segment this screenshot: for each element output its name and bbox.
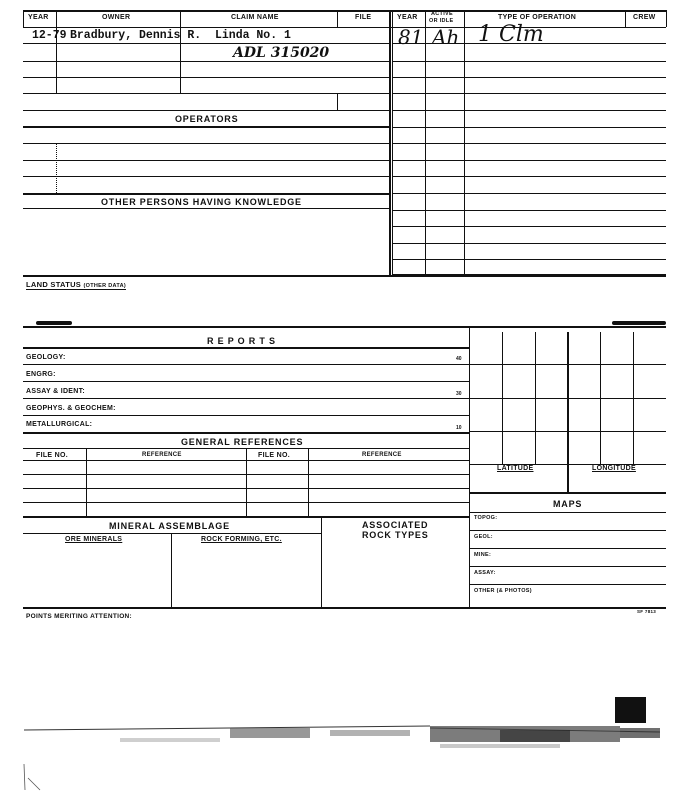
reference-file-no-2: FILE NO. — [258, 452, 290, 459]
header-year: YEAR — [28, 14, 49, 21]
report-number-10: 10 — [456, 425, 462, 431]
report-geology: GEOLOGY: — [26, 354, 66, 361]
header-claim-name: CLAIM NAME — [231, 14, 279, 21]
land-status-title: LAND STATUS — [26, 280, 82, 289]
report-geophys-geochem: GEOPHYS. & GEOCHEM: — [26, 405, 116, 412]
report-number-30: 30 — [456, 391, 462, 397]
report-metallurgical: METALLURGICAL: — [26, 421, 93, 428]
land-status-label — [26, 280, 126, 290]
maps-mine: MINE: — [474, 552, 492, 558]
report-number-40: 40 — [456, 356, 462, 362]
associated-rock-types-2: ROCK TYPES — [362, 530, 429, 540]
entry-operation-type: 1 Clm — [478, 22, 544, 47]
entry-operation-year: 81 — [398, 25, 424, 49]
maps-other-photos: OTHER (& PHOTOS) — [474, 588, 532, 594]
entry-operation-status: Ah — [432, 25, 460, 49]
rock-forming-header: ROCK FORMING, ETC. — [201, 536, 282, 543]
entry-claim-name: Linda No. 1 — [215, 29, 291, 42]
general-references-title: GENERAL REFERENCES — [181, 437, 304, 447]
scan-corner-mark — [20, 760, 50, 800]
form-code: SF 7813 — [637, 609, 657, 614]
longitude-label: LONGITUDE — [592, 465, 636, 472]
ore-minerals-header: ORE MINERALS — [65, 536, 123, 543]
scan-noise-band — [0, 720, 678, 780]
maps-title: MAPS — [553, 499, 583, 509]
reports-title: R E P O R T S — [207, 336, 276, 346]
header-file: FILE — [355, 14, 372, 21]
operators-title: OPERATORS — [175, 114, 239, 124]
reports-right-bar — [612, 321, 666, 325]
other-persons-title: OTHER PERSONS HAVING KNOWLEDGE — [101, 197, 302, 207]
reports-left-bar — [36, 321, 72, 325]
header-owner: OWNER — [102, 14, 131, 21]
maps-topog: TOPOG: — [474, 515, 498, 521]
header-active-idle: ACTIVE — [431, 11, 453, 17]
header-year-operation: YEAR — [397, 14, 418, 21]
reference-col-1: REFERENCE — [142, 452, 182, 458]
reference-file-no-1: FILE NO. — [36, 452, 68, 459]
associated-rock-types-1: ASSOCIATED — [362, 520, 429, 530]
maps-geol: GEOL: — [474, 534, 493, 540]
header-crew: CREW — [633, 14, 656, 21]
reference-col-2: REFERENCE — [362, 452, 402, 458]
maps-assay: ASSAY: — [474, 570, 496, 576]
report-assay-ident: ASSAY & IDENT: — [26, 388, 86, 395]
points-meriting-attention: POINTS MERITING ATTENTION: — [26, 613, 133, 620]
header-active-idle-2: OR IDLE — [429, 18, 454, 24]
entry-year: 12-79 — [32, 29, 67, 42]
header-type-of-operation: TYPE OF OPERATION — [498, 14, 577, 21]
report-engrg: ENGRG: — [26, 371, 56, 378]
land-status-subtitle: (OTHER DATA) — [83, 283, 126, 289]
mineral-assemblage-title: MINERAL ASSEMBLAGE — [109, 521, 230, 531]
entry-owner: Bradbury, Dennis R. — [70, 29, 202, 42]
entry-adl-number: ADL 315020 — [233, 45, 330, 61]
latitude-label: LATITUDE — [497, 465, 534, 472]
